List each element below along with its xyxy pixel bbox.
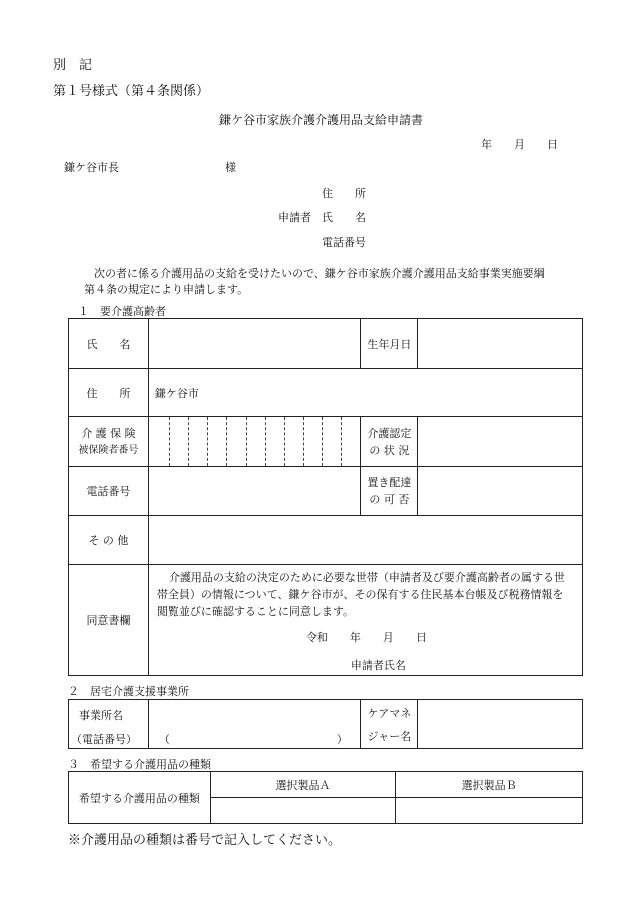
certification-field[interactable] xyxy=(418,417,583,467)
elderly-address-value: 鎌ケ谷市 xyxy=(154,386,199,400)
consent-text-line3: 閲覧並びに確認することに同意します。 xyxy=(156,605,355,618)
digit-box[interactable] xyxy=(341,417,360,466)
bekki-label: 別 記 xyxy=(53,58,93,73)
applicant-phone-label: 電話番号 xyxy=(322,236,366,249)
insurance-number-field[interactable] xyxy=(148,417,361,467)
applicant-address-label: 住 所 xyxy=(322,187,366,200)
office-name-label: 事業所名 xyxy=(79,709,123,722)
intro-line-1: 次の者に係る介護用品の支給を受けたいので、鎌ケ谷市家族介護介護用品支給事業実施要綱 xyxy=(94,267,545,280)
consent-date[interactable]: 令和 年 月 日 xyxy=(305,631,427,644)
addressee: 鎌ケ谷市長 xyxy=(64,161,119,174)
phone-paren-open: （ xyxy=(158,733,170,746)
birthdate-field[interactable] xyxy=(418,319,583,369)
elderly-name-field[interactable] xyxy=(148,319,361,369)
consent-text-line1: 介護用品の支給の決定のために必要な世帯（申請者及び要介護高齢者の属する世 xyxy=(168,571,565,584)
digit-box[interactable] xyxy=(246,417,265,466)
date-line: 年 月 日 xyxy=(481,138,558,151)
product-a-field[interactable] xyxy=(210,798,396,824)
digit-box[interactable] xyxy=(188,417,207,466)
delivery-field[interactable] xyxy=(418,467,583,516)
intro-line-2: 第４条の規定により申請します。 xyxy=(84,283,249,296)
elderly-phone-label: 電話番号 xyxy=(69,467,149,516)
applicant-label: 申請者 xyxy=(278,211,311,224)
birthdate-label: 生年月日 xyxy=(361,319,418,369)
digit-box[interactable] xyxy=(322,417,341,466)
other-label: そ の 他 xyxy=(69,516,149,565)
certification-label-line2: の 状 況 xyxy=(369,443,410,457)
care-manager-label-line1: ケアマネ xyxy=(367,707,412,720)
care-manager-label-line2: ジャー名 xyxy=(367,730,412,743)
office-label-cell xyxy=(69,700,149,749)
digit-box[interactable] xyxy=(226,417,245,466)
product-b-header: 選択製品Ｂ xyxy=(396,772,583,798)
digit-box[interactable] xyxy=(303,417,322,466)
elderly-address-field[interactable] xyxy=(148,369,582,417)
section3-title: ３ 希望する介護用品の種類 xyxy=(68,758,211,771)
digit-box[interactable] xyxy=(265,417,284,466)
other-field[interactable] xyxy=(148,516,582,565)
applicant-name-label: 氏 名 xyxy=(322,211,366,224)
consent-signature-label: 申請者氏名 xyxy=(350,659,406,672)
form-number: 第１号様式（第４条関係） xyxy=(53,84,210,99)
insurance-label-line1: 介 護 保 険 xyxy=(81,426,136,440)
section2-title: ２ 居宅介護支援事業所 xyxy=(68,685,189,698)
section1-title: １ 要介護高齢者 xyxy=(78,305,166,318)
digit-box[interactable] xyxy=(284,417,303,466)
consent-text-line2: 帯全員）の情報について、鎌ケ谷市が、その保有する住民基本台帳及び税務情報を xyxy=(156,588,564,601)
elderly-name-label: 氏 名 xyxy=(69,319,149,369)
form-title: 鎌ケ谷市家族介護介護用品支給申請書 xyxy=(219,113,424,127)
insurance-number-label xyxy=(69,417,149,467)
certification-label-line1: 介護認定 xyxy=(367,426,412,440)
consent-box xyxy=(148,565,582,676)
care-office-table xyxy=(68,699,583,749)
footnote: ※介護用品の種類は番号で記入してください。 xyxy=(68,833,342,848)
digit-box[interactable] xyxy=(207,417,226,466)
product-a-header: 選択製品Ａ xyxy=(210,772,396,798)
care-manager-label xyxy=(361,700,418,749)
product-b-field[interactable] xyxy=(396,798,583,824)
insurance-label-line2: 被保険者番号 xyxy=(78,444,139,456)
phone-paren-close: ） xyxy=(336,733,348,746)
product-type-table xyxy=(68,771,583,824)
product-type-label: 希望する介護用品の種類 xyxy=(69,772,211,824)
elderly-phone-field[interactable] xyxy=(148,467,361,516)
addressee-sama: 様 xyxy=(225,161,236,174)
office-field[interactable] xyxy=(148,700,361,749)
certification-label xyxy=(361,417,418,467)
office-phone-label: （電話番号） xyxy=(71,733,137,746)
delivery-label-line2: の 可 否 xyxy=(369,493,410,506)
elderly-table xyxy=(68,318,583,676)
delivery-label xyxy=(361,467,418,516)
delivery-label-line1: 置き配達 xyxy=(367,476,412,489)
consent-label: 同意書欄 xyxy=(69,565,149,676)
elderly-address-label: 住 所 xyxy=(69,369,149,417)
digit-box[interactable] xyxy=(169,417,188,466)
care-manager-field[interactable] xyxy=(418,700,583,749)
